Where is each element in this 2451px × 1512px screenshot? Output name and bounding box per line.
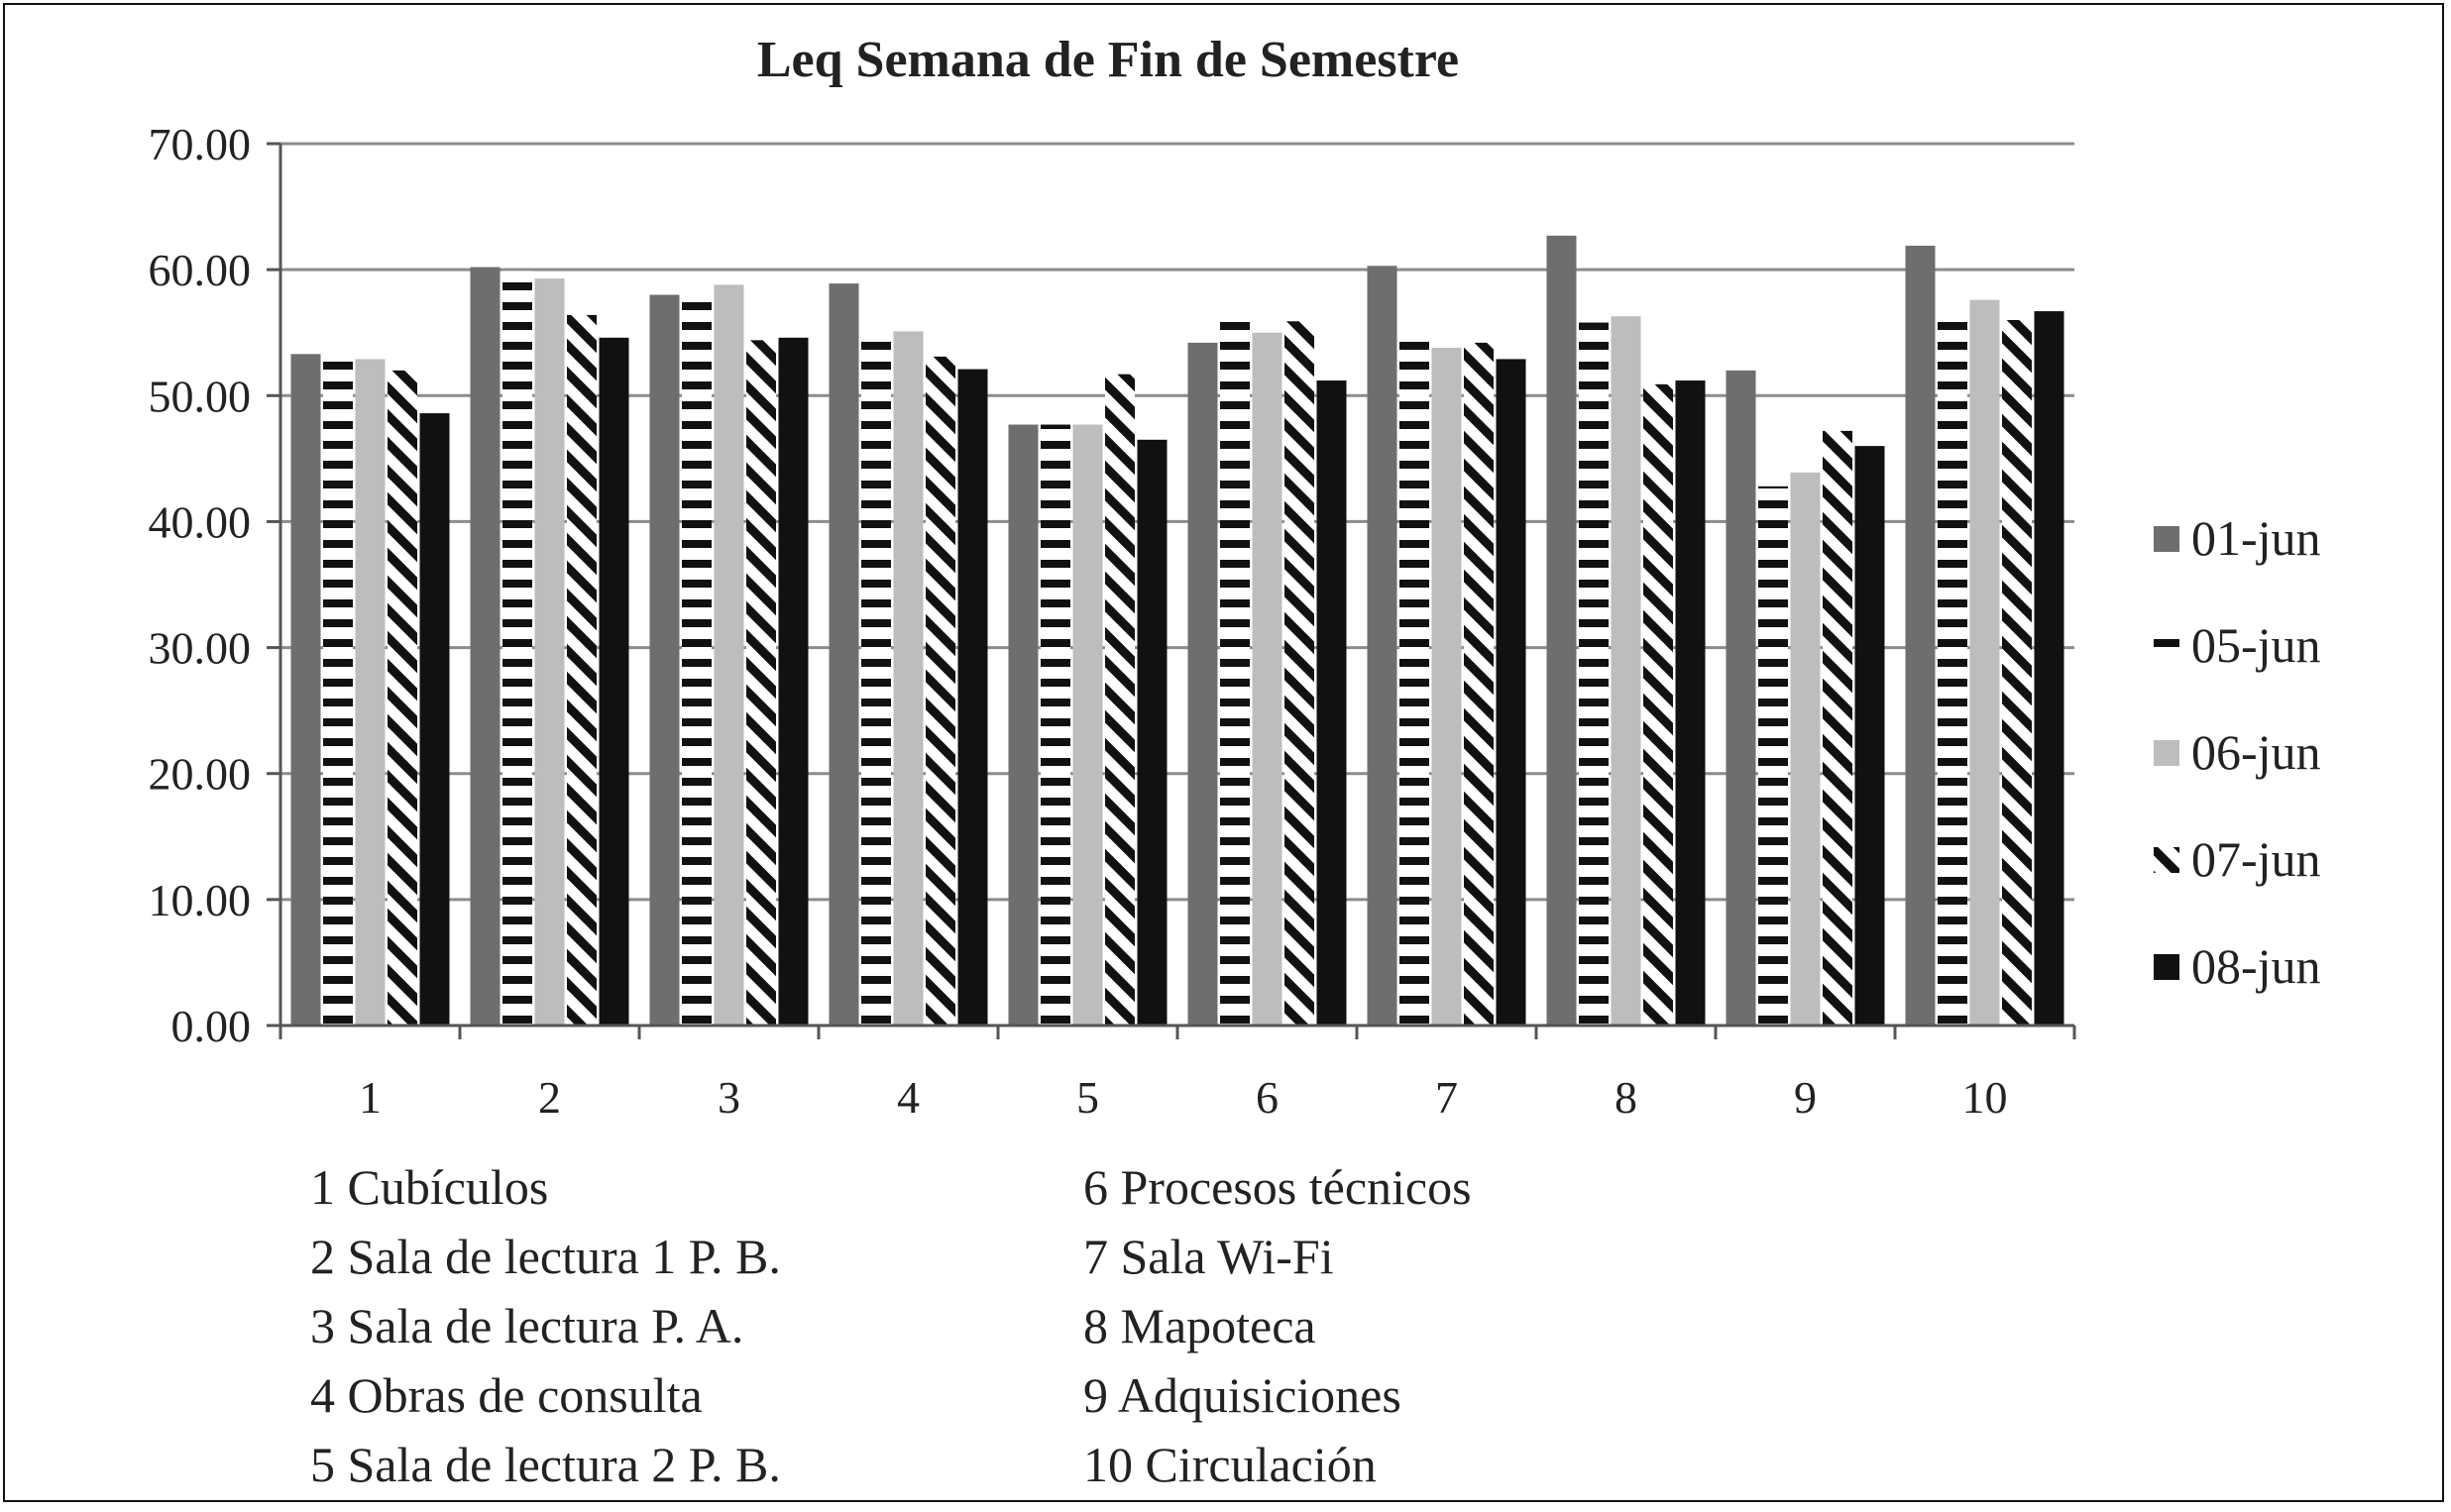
bar-08-jun-4 <box>958 370 988 1026</box>
bar-06-jun-1 <box>356 359 386 1026</box>
bar-07-jun-9 <box>1823 431 1852 1026</box>
bar-05-jun-5 <box>1041 425 1070 1026</box>
bar-06-jun-4 <box>894 331 924 1026</box>
x-tick-label: 5 <box>1076 1072 1099 1123</box>
bar-01-jun-10 <box>1906 246 1936 1026</box>
x-tick-label: 2 <box>538 1072 561 1123</box>
category-notes-right <box>1083 1159 1472 1492</box>
bar-07-jun-5 <box>1105 375 1135 1026</box>
chart-figure <box>3 3 2444 1502</box>
category-note: 9 Adquisiciones <box>1083 1367 1401 1423</box>
category-note: 6 Procesos técnicos <box>1083 1159 1472 1215</box>
bar-05-jun-9 <box>1758 486 1788 1026</box>
bar-06-jun-9 <box>1791 473 1821 1026</box>
y-tick-label: 40.00 <box>148 496 251 548</box>
category-note: 5 Sala de lectura 2 P. B. <box>310 1437 781 1492</box>
bar-01-jun-5 <box>1009 425 1039 1026</box>
bar-chart <box>5 5 2446 1504</box>
bar-01-jun-8 <box>1547 236 1577 1026</box>
y-tick-label: 0.00 <box>170 1001 251 1051</box>
category-notes-left <box>310 1159 781 1492</box>
category-note: 3 Sala de lectura P. A. <box>310 1298 744 1353</box>
bar-06-jun-5 <box>1073 425 1103 1026</box>
legend-label-05-jun: 05-jun <box>2191 617 2321 673</box>
bar-08-jun-1 <box>420 413 450 1026</box>
bar-01-jun-3 <box>650 295 680 1026</box>
x-axis-tick-labels <box>359 1072 2008 1123</box>
bar-marks <box>291 236 2064 1026</box>
x-tick-label: 3 <box>718 1072 740 1123</box>
bar-07-jun-4 <box>926 357 955 1026</box>
legend-swatch-05-jun <box>2154 633 2179 659</box>
y-tick-label: 70.00 <box>148 119 251 169</box>
y-tick-label: 10.00 <box>148 874 251 925</box>
bar-01-jun-4 <box>830 283 859 1026</box>
bar-05-jun-2 <box>502 270 532 1026</box>
chart-title: Leq Semana de Fin de Semestre <box>756 32 1460 88</box>
category-note: 8 Mapoteca <box>1083 1298 1316 1353</box>
legend-label-08-jun: 08-jun <box>2191 938 2321 994</box>
bar-07-jun-1 <box>388 371 417 1026</box>
legend-swatch-08-jun <box>2154 954 2179 980</box>
x-tick-label: 10 <box>1961 1072 2008 1123</box>
bar-08-jun-3 <box>779 338 809 1026</box>
category-note: 1 Cubículos <box>310 1159 549 1215</box>
bar-01-jun-6 <box>1188 343 1218 1026</box>
y-tick-label: 20.00 <box>148 748 251 800</box>
bar-08-jun-10 <box>2035 311 2064 1026</box>
legend-label-01-jun: 01-jun <box>2191 510 2321 566</box>
x-tick-label: 4 <box>897 1072 920 1123</box>
bar-05-jun-8 <box>1579 323 1609 1026</box>
y-tick-label: 50.00 <box>148 371 251 422</box>
y-tick-label: 30.00 <box>148 622 251 674</box>
bar-05-jun-1 <box>323 362 353 1026</box>
bar-08-jun-7 <box>1497 359 1526 1026</box>
bar-06-jun-3 <box>715 284 744 1026</box>
bar-05-jun-7 <box>1399 333 1429 1026</box>
bar-08-jun-2 <box>600 338 629 1026</box>
category-note: 2 Sala de lectura 1 P. B. <box>310 1229 781 1284</box>
bar-05-jun-6 <box>1220 314 1250 1026</box>
bar-08-jun-6 <box>1317 380 1347 1026</box>
y-tick-label: 60.00 <box>148 245 251 296</box>
bar-07-jun-2 <box>567 315 597 1026</box>
bar-06-jun-8 <box>1612 316 1641 1026</box>
x-tick-label: 9 <box>1794 1072 1817 1123</box>
bar-07-jun-10 <box>2002 320 2032 1026</box>
bar-01-jun-1 <box>291 354 321 1026</box>
legend-swatch-01-jun <box>2154 526 2179 552</box>
bar-07-jun-6 <box>1284 321 1314 1026</box>
x-tick-label: 1 <box>359 1072 382 1123</box>
legend-swatch-07-jun <box>2154 847 2179 873</box>
bar-06-jun-10 <box>1970 300 2000 1026</box>
x-tick-label: 7 <box>1435 1072 1458 1123</box>
bar-06-jun-2 <box>535 278 565 1026</box>
bar-07-jun-7 <box>1464 343 1494 1026</box>
bar-08-jun-5 <box>1138 440 1168 1026</box>
legend-swatch-06-jun <box>2154 740 2179 766</box>
category-note: 7 Sala Wi-Fi <box>1083 1229 1334 1284</box>
bar-01-jun-2 <box>471 268 501 1026</box>
bar-07-jun-3 <box>746 340 776 1026</box>
bar-06-jun-7 <box>1432 348 1462 1026</box>
bar-07-jun-8 <box>1643 384 1673 1026</box>
bar-05-jun-3 <box>682 295 712 1026</box>
bar-05-jun-10 <box>1938 314 1967 1026</box>
bar-01-jun-9 <box>1727 371 1756 1026</box>
bar-05-jun-4 <box>861 333 891 1026</box>
legend-label-06-jun: 06-jun <box>2191 724 2321 780</box>
x-tick-label: 6 <box>1256 1072 1279 1123</box>
category-note: 4 Obras de consulta <box>310 1367 703 1423</box>
bar-06-jun-6 <box>1253 333 1282 1026</box>
category-note: 10 Circulación <box>1083 1437 1377 1492</box>
legend-label-07-jun: 07-jun <box>2191 831 2321 887</box>
legend <box>2154 510 2321 994</box>
bar-08-jun-8 <box>1676 380 1706 1026</box>
bar-01-jun-7 <box>1368 266 1397 1026</box>
y-axis-tick-labels <box>149 119 252 1051</box>
bar-08-jun-9 <box>1855 446 1885 1026</box>
x-tick-label: 8 <box>1615 1072 1637 1123</box>
